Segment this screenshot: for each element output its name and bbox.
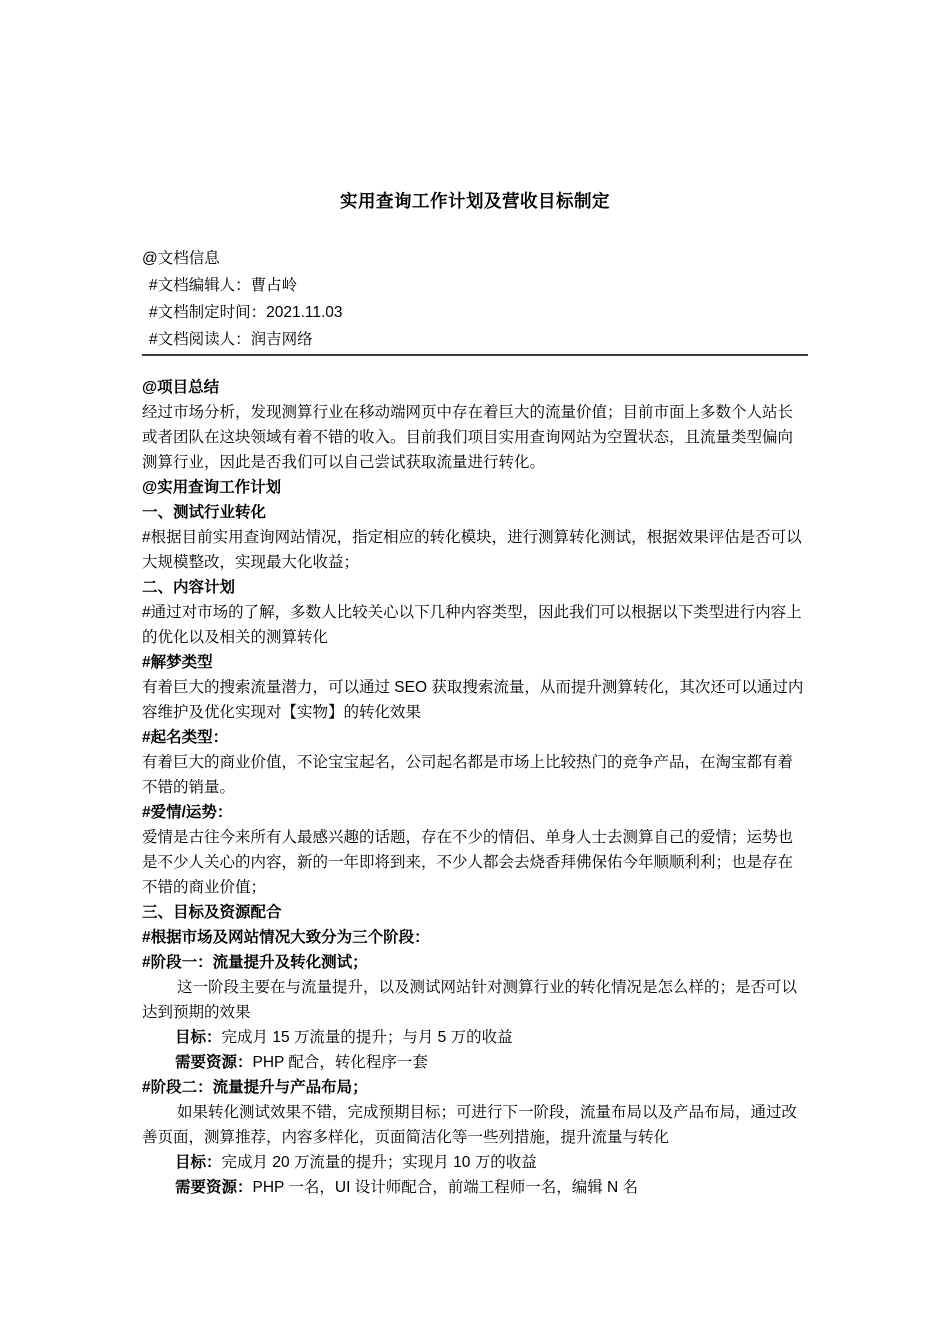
kv-label: 需要资源：	[175, 1054, 253, 1071]
section-heading: #阶段一：流量提升及转化测试；	[142, 954, 368, 971]
document-info-date: #文档制定时间：2021.11.03	[149, 304, 343, 321]
section-heading: @项目总结	[142, 379, 220, 396]
kv-label: 目标：	[175, 1029, 222, 1046]
paragraph: #根据目前实用查询网站情况，指定相应的转化模块，进行测算转化测试，根据效果评估是否可以大规模整改，实现最大化收益；	[142, 529, 802, 571]
section-heading: #根据市场及网站情况大致分为三个阶段：	[142, 929, 430, 946]
paragraph: 有着巨大的商业价值，不论宝宝起名，公司起名都是市场上比较热门的竞争产品，在淘宝都有着不错的销量。	[142, 754, 794, 796]
kv-value: 完成月 20 万流量的提升；实现月 10 万的收益	[221, 1154, 537, 1171]
document-info-reader: #文档阅读人：润吉网络	[149, 331, 313, 348]
paragraph: 这一阶段主要在与流量提升，以及测试网站针对测算行业的转化情况是怎么样的；是否可以达到预期的效果	[142, 979, 798, 1021]
document-info-editor: #文档编辑人：曹占岭	[149, 277, 298, 294]
document-title: 实用查询工作计划及营收目标制定	[340, 191, 610, 211]
paragraph: 经过市场分析，发现测算行业在移动端网页中存在着巨大的流量价值；目前市面上多数个人站长或者团队在这块领域有着不错的收入。目前我们项目实用查询网站为空置状态，且流量类型偏向测算行业，因此是否我们可以自己尝试获取流量进行转化。	[142, 404, 794, 471]
document-info-block	[142, 245, 808, 353]
section-heading: 二、内容计划	[142, 579, 236, 596]
kv-value: PHP 配合，转化程序一套	[252, 1054, 428, 1071]
kv-line	[142, 1175, 808, 1200]
section-heading: #阶段二：流量提升与产品布局；	[142, 1079, 368, 1096]
document-info-heading: @文档信息	[142, 250, 220, 267]
section-heading: 三、目标及资源配合	[142, 904, 282, 921]
document-content	[142, 0, 808, 1200]
kv-line	[142, 1025, 808, 1050]
kv-value: 完成月 15 万流量的提升；与月 5 万的收益	[221, 1029, 513, 1046]
section-heading: 一、测试行业转化	[142, 504, 267, 521]
section-heading: #爱情/运势：	[142, 804, 233, 821]
section-heading: #解梦类型	[142, 654, 213, 671]
divider	[142, 354, 808, 356]
kv-line	[142, 1050, 808, 1075]
kv-line	[142, 1150, 808, 1175]
kv-label: 目标：	[175, 1154, 222, 1171]
section-heading: @实用查询工作计划	[142, 479, 282, 496]
section-heading: #起名类型：	[142, 729, 229, 746]
paragraph: #通过对市场的了解，多数人比较关心以下几种内容类型，因此我们可以根据以下类型进行内容上的优化以及相关的测算转化	[142, 604, 802, 646]
document-body	[142, 375, 808, 1200]
paragraph: 有着巨大的搜索流量潜力，可以通过 SEO 获取搜索流量，从而提升测算转化，其次还可以通过内容维护及优化实现对【实物】的转化效果	[142, 679, 804, 721]
paragraph: 爱情是古往今来所有人最感兴趣的话题，存在不少的情侣、单身人士去测算自己的爱情；运势也是不少人关心的内容，新的一年即将到来，不少人都会去烧香拜佛保佑今年顺顺利利；也是存在不错的商业价值；	[142, 829, 794, 896]
paragraph: 如果转化测试效果不错，完成预期目标；可进行下一阶段，流量布局以及产品布局，通过改善页面，测算推荐，内容多样化，页面简洁化等一些列措施，提升流量与转化	[142, 1104, 798, 1146]
kv-label: 需要资源：	[175, 1179, 253, 1196]
kv-value: PHP 一名，UI 设计师配合，前端工程师一名，编辑 N 名	[252, 1179, 639, 1196]
